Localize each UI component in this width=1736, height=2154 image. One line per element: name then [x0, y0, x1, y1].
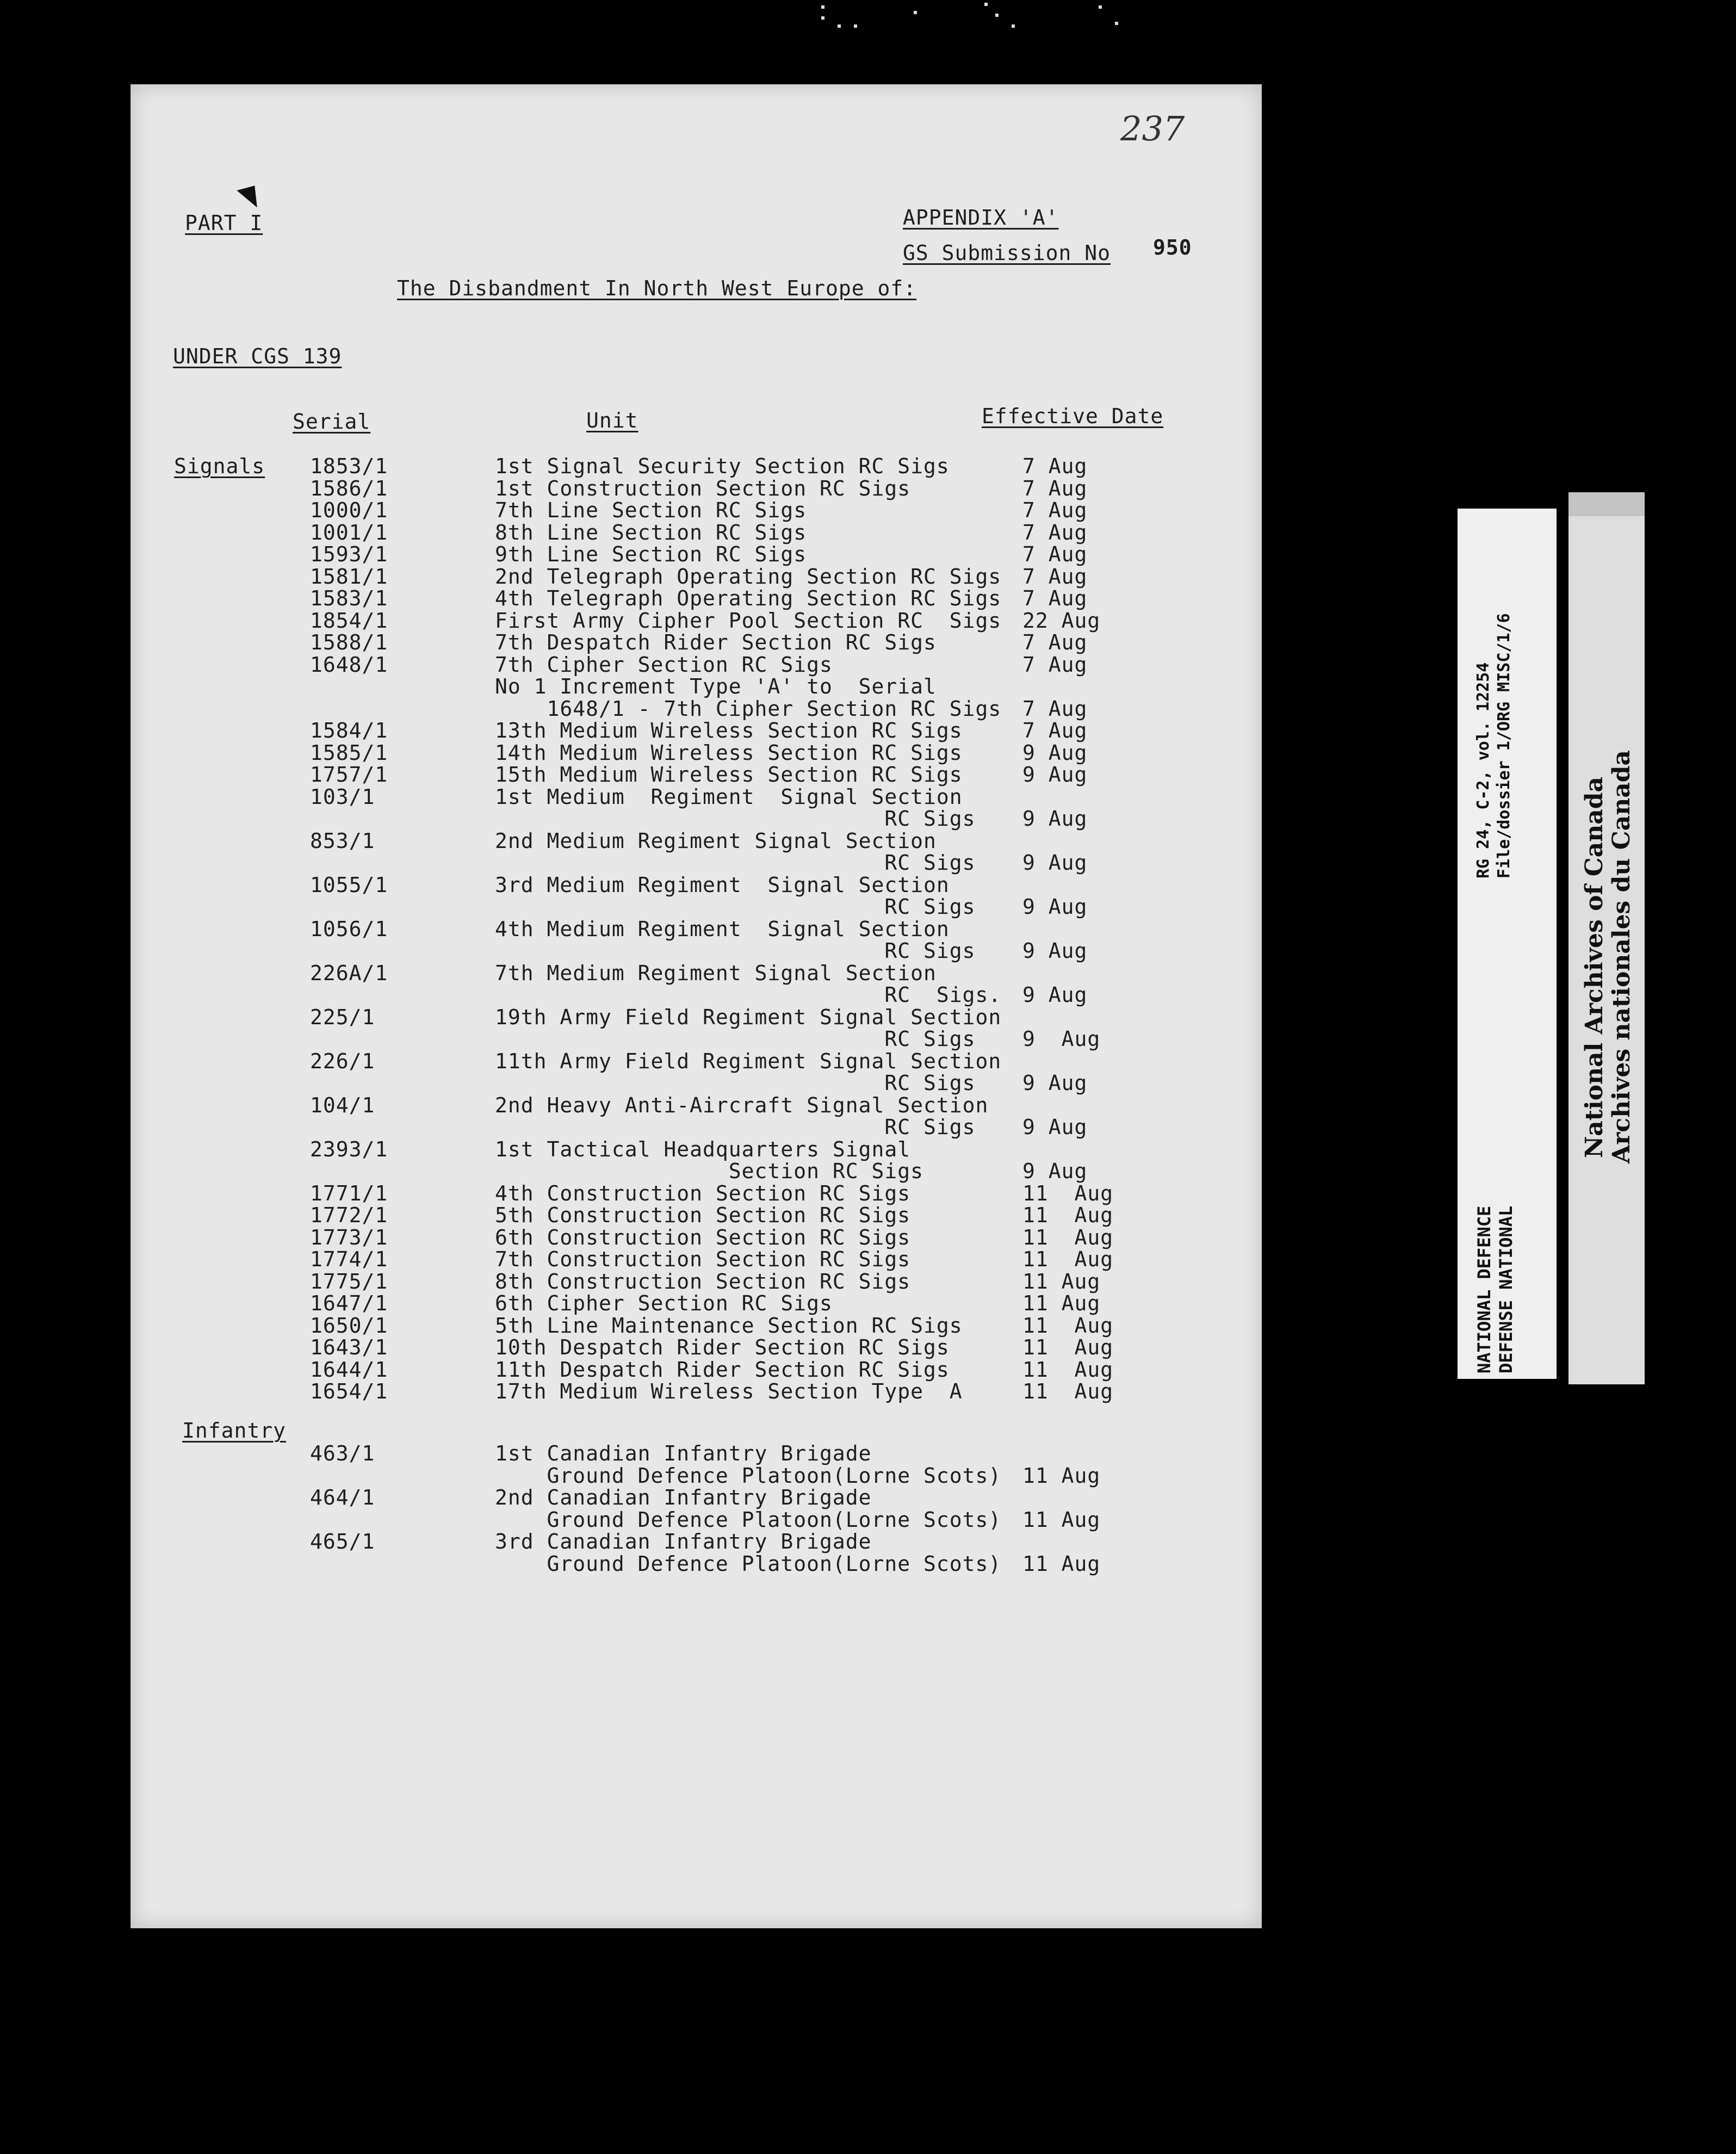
row-unit: Section RC Sigs — [495, 1159, 923, 1183]
department-label-fr: DEFENSE NATIONAL — [1496, 1205, 1516, 1373]
row-unit: RC Sigs — [495, 1071, 976, 1095]
table-row — [131, 808, 1262, 830]
row-serial: 1654/1 — [310, 1379, 388, 1403]
submission-number: 950 — [1153, 236, 1192, 259]
row-unit: 10th Despatch Rider Section RC Sigs — [495, 1335, 950, 1359]
row-unit: RC Sigs — [495, 895, 976, 919]
table-row — [131, 896, 1262, 918]
row-serial: 225/1 — [310, 1005, 375, 1029]
row-date: 11 Aug — [1022, 1291, 1101, 1315]
table-row — [131, 543, 1262, 565]
row-unit: 4th Medium Regiment Signal Section — [495, 917, 950, 941]
row-unit: 5th Construction Section RC Sigs — [495, 1203, 911, 1227]
table-row — [131, 940, 1262, 962]
row-unit: No 1 Increment Type 'A' to Serial — [495, 674, 937, 698]
row-date: 11 Aug — [1022, 1357, 1114, 1382]
row-date: 22 Aug — [1022, 608, 1101, 633]
row-serial: 1055/1 — [310, 872, 388, 897]
submission-label: GS Submission No — [903, 241, 1111, 265]
row-serial: 103/1 — [310, 784, 375, 809]
table-row — [131, 654, 1262, 676]
row-date: 9 Aug — [1022, 983, 1088, 1007]
archive-reference-label — [1458, 509, 1557, 1379]
row-date: 7 Aug — [1022, 696, 1088, 721]
row-serial: 1774/1 — [310, 1247, 388, 1271]
row-serial: 104/1 — [310, 1093, 375, 1117]
row-unit: 7th Line Section RC Sigs — [495, 498, 807, 522]
row-serial: 1644/1 — [310, 1357, 388, 1382]
row-unit: 6th Construction Section RC Sigs — [495, 1225, 911, 1249]
table-row — [131, 1315, 1262, 1336]
row-serial: 2393/1 — [310, 1137, 388, 1161]
row-unit: 1st Medium Regiment Signal Section — [495, 784, 963, 809]
table-row — [131, 1271, 1262, 1292]
row-unit: 11th Despatch Rider Section RC Sigs — [495, 1357, 950, 1382]
row-date: 7 Aug — [1022, 542, 1088, 566]
row-unit: 15th Medium Wireless Section RC Sigs — [495, 763, 963, 787]
row-serial: 226/1 — [310, 1049, 375, 1073]
handwritten-page-number: 237 — [1120, 109, 1185, 148]
table-row — [131, 1072, 1262, 1094]
row-date: 11 Aug — [1022, 1203, 1114, 1227]
row-unit: Ground Defence Platoon(Lorne Scots) — [495, 1463, 1002, 1488]
table-row — [131, 962, 1262, 984]
row-serial: 1056/1 — [310, 917, 388, 941]
table-row — [131, 676, 1262, 697]
table-row — [131, 1116, 1262, 1138]
part-heading: PART I — [185, 211, 263, 235]
table-row — [131, 1292, 1262, 1314]
row-serial: 1583/1 — [310, 586, 388, 610]
table-row — [131, 632, 1262, 653]
row-date: 9 Aug — [1022, 1027, 1101, 1051]
section-label-signals: Signals — [174, 454, 265, 478]
table-row — [131, 1138, 1262, 1160]
row-unit: 13th Medium Wireless Section RC Sigs — [495, 719, 963, 742]
table-row — [131, 1531, 1262, 1552]
row-unit: First Army Cipher Pool Section RC Sigs — [495, 608, 1002, 633]
row-serial: 465/1 — [310, 1530, 375, 1553]
row-date: 11 Aug — [1022, 1379, 1114, 1403]
row-date: 7 Aug — [1022, 652, 1088, 677]
table-row — [131, 610, 1262, 632]
row-unit: 2nd Telegraph Operating Section RC Sigs — [495, 564, 1002, 589]
row-date: 9 Aug — [1022, 807, 1088, 831]
row-date: 7 Aug — [1022, 498, 1088, 522]
row-date: 11 Aug — [1022, 1269, 1101, 1293]
row-serial: 1000/1 — [310, 498, 388, 522]
column-header-date: Effective Date — [982, 404, 1164, 428]
table-row — [131, 587, 1262, 609]
row-unit: RC Sigs — [495, 939, 976, 963]
scanned-document-page — [131, 84, 1262, 1928]
row-unit: 19th Army Field Regiment Signal Section — [495, 1005, 1002, 1029]
row-unit: 8th Line Section RC Sigs — [495, 520, 807, 544]
row-serial: 1593/1 — [310, 542, 388, 566]
row-date: 9 Aug — [1022, 1159, 1088, 1183]
column-header-unit: Unit — [586, 408, 638, 432]
ink-mark-icon — [237, 185, 260, 211]
row-date: 7 Aug — [1022, 454, 1088, 478]
row-unit: 2nd Heavy Anti-Aircraft Signal Section — [495, 1093, 989, 1117]
row-unit: 7th Construction Section RC Sigs — [495, 1247, 911, 1271]
table-row — [131, 1006, 1262, 1028]
table-row — [131, 1359, 1262, 1381]
row-unit: 1648/1 - 7th Cipher Section RC Sigs — [495, 696, 1002, 721]
row-serial: 1650/1 — [310, 1313, 388, 1338]
row-unit: 7th Medium Regiment Signal Section — [495, 961, 937, 985]
section-label-infantry: Infantry — [182, 1419, 287, 1443]
table-row — [131, 1183, 1262, 1204]
row-date: 7 Aug — [1022, 719, 1088, 742]
row-unit: RC Sigs — [495, 807, 976, 831]
row-unit: 1st Tactical Headquarters Signal — [495, 1137, 911, 1161]
table-row — [131, 786, 1262, 808]
table-row — [131, 455, 1262, 477]
row-date: 11 Aug — [1022, 1313, 1114, 1338]
row-unit: 1st Signal Security Section RC Sigs — [495, 454, 950, 478]
national-archives-label — [1568, 492, 1645, 1384]
table-row — [131, 566, 1262, 587]
row-date: 11 Aug — [1022, 1335, 1114, 1359]
row-serial: 1775/1 — [310, 1269, 388, 1293]
table-row — [131, 1336, 1262, 1358]
department-label-en: NATIONAL DEFENCE — [1474, 1205, 1495, 1373]
archives-name-en: National Archives of Canada — [1580, 776, 1608, 1158]
row-unit: RC Sigs — [495, 851, 976, 875]
table-row — [131, 720, 1262, 741]
archive-reference-line1: RG 24, C-2, vol. 12254 — [1474, 662, 1493, 878]
document-title: The Disbandment In North West Europe of: — [397, 276, 917, 300]
row-unit: 11th Army Field Regiment Signal Section — [495, 1049, 1002, 1073]
row-serial: 1585/1 — [310, 740, 388, 765]
row-date: 7 Aug — [1022, 586, 1088, 610]
row-serial: 463/1 — [310, 1441, 375, 1465]
row-unit: 2nd Canadian Infantry Brigade — [495, 1485, 872, 1509]
row-unit: 7th Cipher Section RC Sigs — [495, 652, 833, 677]
table-row — [131, 1160, 1262, 1182]
table-row — [131, 1509, 1262, 1531]
row-unit: 3rd Medium Regiment Signal Section — [495, 872, 950, 897]
row-date: 7 Aug — [1022, 564, 1088, 589]
column-header-serial: Serial — [293, 410, 371, 434]
table-row — [131, 1248, 1262, 1270]
row-date: 11 Aug — [1022, 1551, 1101, 1576]
row-date: 7 Aug — [1022, 520, 1088, 544]
row-date: 11 Aug — [1022, 1247, 1114, 1271]
archive-reference-line2: File/dossier 1/ORG MISC/1/6 — [1495, 613, 1514, 878]
table-row — [131, 1028, 1262, 1050]
table-row — [131, 478, 1262, 499]
row-unit: 7th Despatch Rider Section RC Sigs — [495, 630, 937, 654]
table-row — [131, 522, 1262, 543]
table-row — [131, 1487, 1262, 1508]
row-serial: 1771/1 — [310, 1181, 388, 1205]
row-serial: 1643/1 — [310, 1335, 388, 1359]
table-row — [131, 764, 1262, 785]
row-date: 9 Aug — [1022, 763, 1088, 787]
table-row — [131, 1050, 1262, 1072]
row-date: 7 Aug — [1022, 630, 1088, 654]
row-unit: 17th Medium Wireless Section Type A — [495, 1379, 963, 1403]
row-serial: 1647/1 — [310, 1291, 388, 1315]
row-unit: 5th Line Maintenance Section RC Sigs — [495, 1313, 963, 1338]
row-serial: 1581/1 — [310, 564, 388, 589]
table-row — [131, 1443, 1262, 1464]
row-date: 11 Aug — [1022, 1181, 1114, 1205]
row-serial: 1584/1 — [310, 719, 388, 742]
table-row — [131, 874, 1262, 896]
row-serial: 1772/1 — [310, 1203, 388, 1227]
row-serial: 464/1 — [310, 1485, 375, 1509]
table-row — [131, 1465, 1262, 1487]
archives-name-fr: Archives nationales du Canada — [1608, 750, 1635, 1163]
table-row — [131, 1094, 1262, 1116]
table-row — [131, 1381, 1262, 1402]
row-unit: Ground Defence Platoon(Lorne Scots) — [495, 1551, 1002, 1576]
row-date: 11 Aug — [1022, 1225, 1114, 1249]
authority-reference: UNDER CGS 139 — [173, 344, 342, 368]
table-row — [131, 918, 1262, 940]
row-unit: 4th Construction Section RC Sigs — [495, 1181, 911, 1205]
row-date: 9 Aug — [1022, 939, 1088, 963]
row-unit: 14th Medium Wireless Section RC Sigs — [495, 740, 963, 765]
table-row — [131, 984, 1262, 1006]
row-unit: 4th Telegraph Operating Section RC Sigs — [495, 586, 1002, 610]
row-unit: 8th Construction Section RC Sigs — [495, 1269, 911, 1293]
row-date: 7 Aug — [1022, 476, 1088, 500]
row-date: 9 Aug — [1022, 1115, 1088, 1139]
table-row — [131, 742, 1262, 764]
table-row — [131, 1204, 1262, 1226]
row-serial: 1853/1 — [310, 454, 388, 478]
row-unit: 1st Canadian Infantry Brigade — [495, 1441, 872, 1465]
row-serial: 1588/1 — [310, 630, 388, 654]
row-serial: 1001/1 — [310, 520, 388, 544]
row-serial: 226A/1 — [310, 961, 388, 985]
row-serial: 1648/1 — [310, 652, 388, 677]
row-unit: RC Sigs — [495, 1115, 976, 1139]
row-serial: 1586/1 — [310, 476, 388, 500]
table-row — [131, 1553, 1262, 1575]
row-unit: 2nd Medium Regiment Signal Section — [495, 828, 937, 853]
table-row — [131, 830, 1262, 852]
row-unit: Ground Defence Platoon(Lorne Scots) — [495, 1507, 1002, 1532]
row-serial: 1757/1 — [310, 763, 388, 787]
row-date: 9 Aug — [1022, 895, 1088, 919]
table-row — [131, 852, 1262, 874]
appendix-heading: APPENDIX 'A' — [903, 206, 1059, 230]
table-row — [131, 499, 1262, 521]
row-unit: 1st Construction Section RC Sigs — [495, 476, 911, 500]
row-date: 9 Aug — [1022, 851, 1088, 875]
row-date: 9 Aug — [1022, 1071, 1088, 1095]
row-date: 11 Aug — [1022, 1463, 1101, 1488]
row-date: 9 Aug — [1022, 740, 1088, 765]
row-date: 11 Aug — [1022, 1507, 1101, 1532]
row-serial: 1854/1 — [310, 608, 388, 633]
row-unit: RC Sigs — [495, 1027, 976, 1051]
row-unit: 9th Line Section RC Sigs — [495, 542, 807, 566]
row-serial: 853/1 — [310, 828, 375, 853]
row-unit: 6th Cipher Section RC Sigs — [495, 1291, 833, 1315]
row-serial: 1773/1 — [310, 1225, 388, 1249]
table-row — [131, 698, 1262, 720]
scan-edge-noise — [805, 0, 1153, 33]
table-row — [131, 1227, 1262, 1248]
row-unit: 3rd Canadian Infantry Brigade — [495, 1530, 872, 1553]
row-unit: RC Sigs. — [495, 983, 1002, 1007]
